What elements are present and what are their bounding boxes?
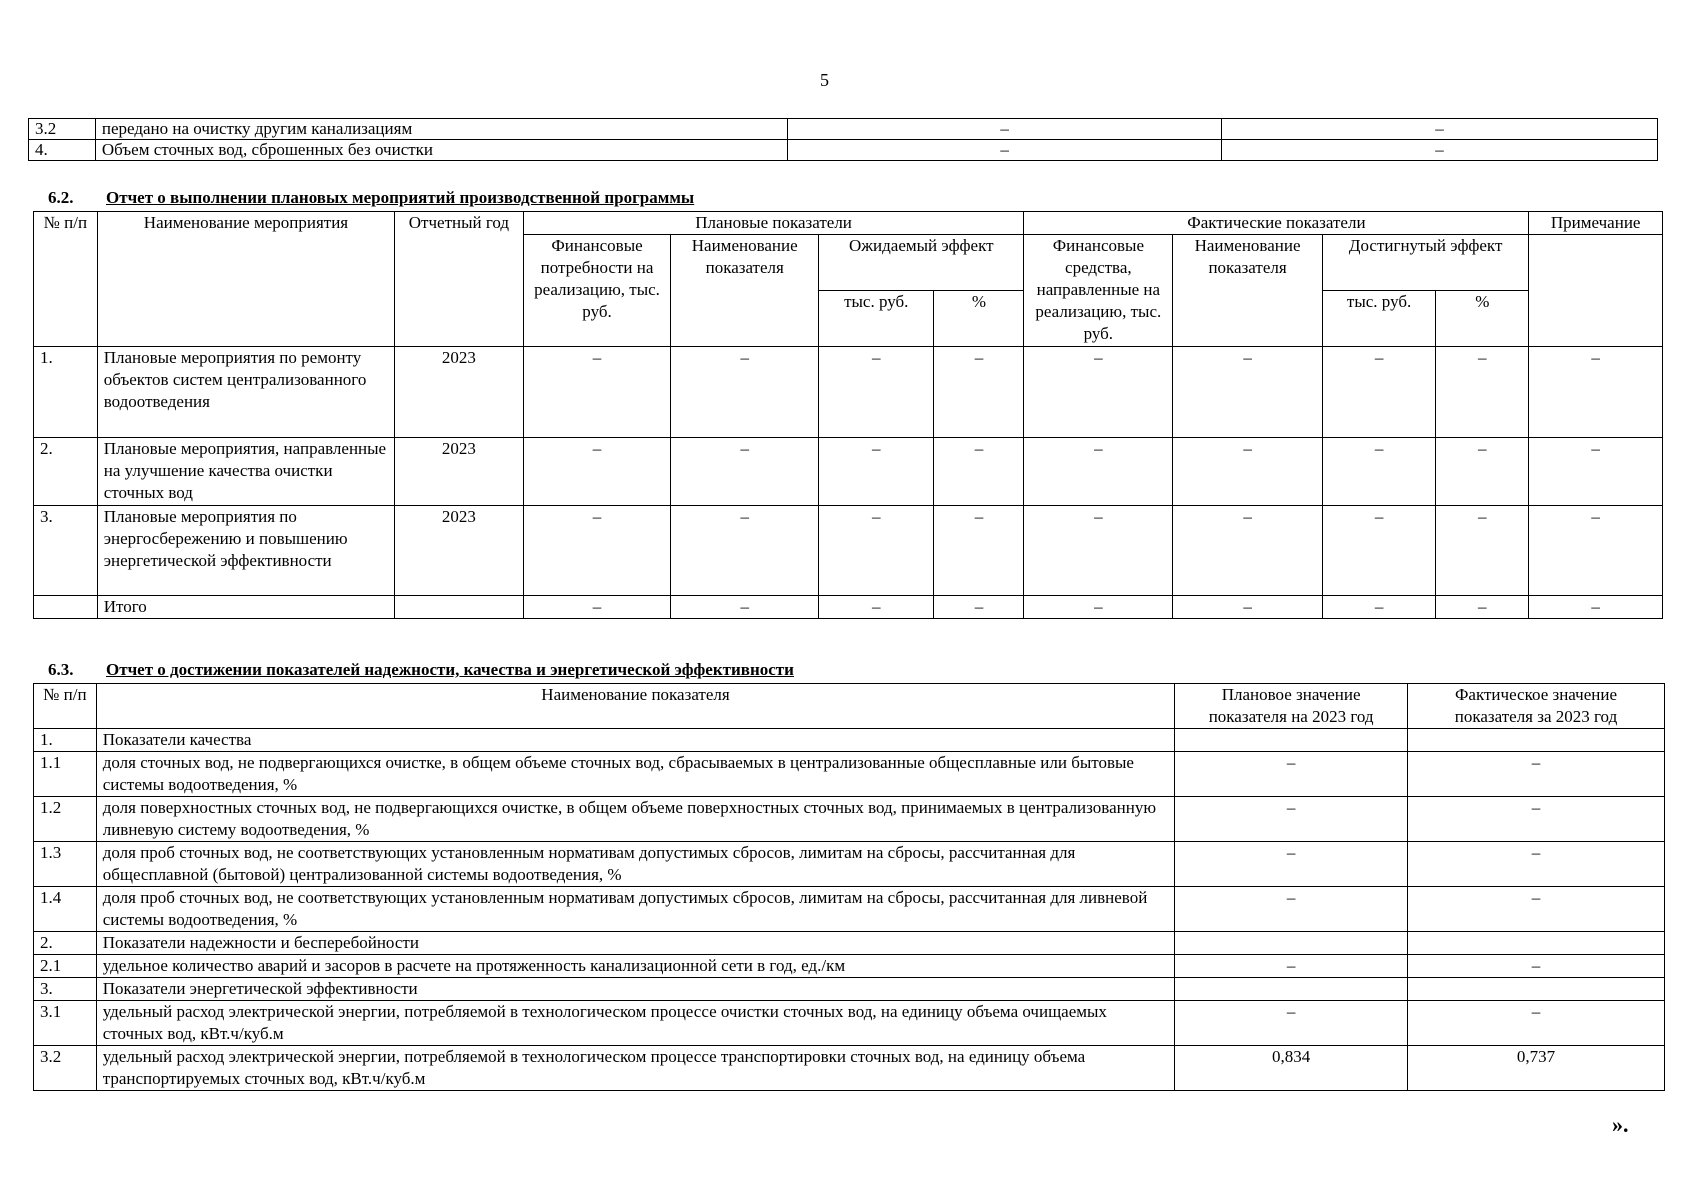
cell-value: – <box>523 596 671 619</box>
total-number-blank <box>34 596 98 619</box>
cell-value: – <box>1529 596 1663 619</box>
cell-value: – <box>934 347 1024 438</box>
total-row <box>34 596 1663 619</box>
cell-value: – <box>1322 438 1435 506</box>
table-row <box>34 438 1663 506</box>
row-number: 3. <box>34 978 97 1001</box>
cell-value: – <box>934 596 1024 619</box>
header-fact-fin: Финансовые средства, направленные на реализацию, тыс. руб. <box>1024 235 1173 347</box>
cell-value: – <box>1436 438 1529 506</box>
table-row <box>34 506 1663 596</box>
table-row <box>29 119 1658 140</box>
header-plan-rub: тыс. руб. <box>819 291 934 347</box>
row-name: доля проб сточных вод, не соответствующих установленным нормативам допустимых сбросов, лимитам на сбросы, рассчитанная для общесплавной (бытовой) централизованной системы водоотведения, % <box>96 842 1175 887</box>
row-number: 1.4 <box>34 887 97 932</box>
fact-value: – <box>1222 119 1658 140</box>
header-fact-rub: тыс. руб. <box>1322 291 1435 347</box>
plan-value: – <box>788 119 1222 140</box>
plan-value: – <box>788 140 1222 161</box>
header-year: Отчетный год <box>395 212 523 347</box>
header-note-blank <box>1529 235 1663 347</box>
cell-value: – <box>1322 506 1435 596</box>
cell-value: – <box>1024 438 1173 506</box>
cell-value: – <box>934 506 1024 596</box>
plan-value: – <box>1175 752 1408 797</box>
row-number: 1. <box>34 729 97 752</box>
plan-value: – <box>1175 842 1408 887</box>
table-row <box>34 887 1665 932</box>
cell-value: – <box>819 347 934 438</box>
row-name: удельный расход электрической энергии, потребляемой в технологическом процессе транспортировки сточных вод, на единицу объема транспортируемых сточных вод, кВт.ч/куб.м <box>96 1046 1175 1091</box>
row-number: 2. <box>34 438 98 506</box>
cell-value: – <box>819 438 934 506</box>
cell-value: – <box>1529 438 1663 506</box>
table-row <box>34 797 1665 842</box>
table-row <box>34 955 1665 978</box>
row-number: 1.1 <box>34 752 97 797</box>
row-year: 2023 <box>395 438 523 506</box>
page-number: 5 <box>820 70 829 90</box>
plan-value: – <box>1175 797 1408 842</box>
fact-value: – <box>1407 752 1664 797</box>
header-fact: Фактическое значение показателя за 2023 год <box>1407 684 1664 729</box>
row-number: 3.2 <box>29 119 96 140</box>
header-name: Наименование мероприятия <box>97 212 394 347</box>
header-fact-group: Фактические показатели <box>1024 212 1529 235</box>
section-6-3-title <box>48 660 794 680</box>
cell-value: – <box>1173 596 1323 619</box>
table-row <box>34 932 1665 955</box>
cell-value: – <box>1173 438 1323 506</box>
row-name: доля проб сточных вод, не соответствующих установленным нормативам допустимых сбросов, лимитам на сбросы, рассчитанная для ливневой системы водоотведения, % <box>96 887 1175 932</box>
table-row <box>34 347 1663 438</box>
closing-quote: ». <box>1612 1112 1629 1137</box>
fact-value: – <box>1407 955 1664 978</box>
plan-value <box>1175 932 1408 955</box>
row-number: 1.3 <box>34 842 97 887</box>
cell-value: – <box>1024 596 1173 619</box>
cell-value: – <box>1173 506 1323 596</box>
cell-value: – <box>1529 347 1663 438</box>
fact-value <box>1407 729 1664 752</box>
total-year-blank <box>395 596 523 619</box>
cell-value: – <box>523 506 671 596</box>
cell-value: – <box>1024 347 1173 438</box>
row-number: 3.1 <box>34 1001 97 1046</box>
section-title-text: Отчет о выполнении плановых мероприятий производственной программы <box>106 188 695 207</box>
table-row <box>34 1046 1665 1091</box>
header-plan-pct: % <box>934 291 1024 347</box>
cell-value: – <box>1173 347 1323 438</box>
cell-value: – <box>934 438 1024 506</box>
cell-value: – <box>671 347 819 438</box>
section-number: 6.3. <box>48 660 74 679</box>
cell-value: – <box>1529 506 1663 596</box>
plan-value: – <box>1175 887 1408 932</box>
header-row <box>34 684 1665 729</box>
header-plan-fin: Финансовые потребности на реализацию, тыс. руб. <box>523 235 671 347</box>
row-name: удельное количество аварий и засоров в расчете на протяженность канализационной сети в год, ед./км <box>96 955 1175 978</box>
section-6-2-title <box>48 188 694 208</box>
cell-value: – <box>1436 347 1529 438</box>
fact-value: – <box>1407 887 1664 932</box>
fact-value: 0,737 <box>1407 1046 1664 1091</box>
cell-value: – <box>671 596 819 619</box>
cell-value: – <box>671 438 819 506</box>
header-fact-effect: Достигнутый эффект <box>1322 235 1528 291</box>
table-row <box>29 140 1658 161</box>
fact-value: – <box>1407 842 1664 887</box>
row-year: 2023 <box>395 347 523 438</box>
row-name: Плановые мероприятия по ремонту объектов систем централизованного водоотведения <box>97 347 394 438</box>
header-num: № п/п <box>34 212 98 347</box>
cell-value: – <box>671 506 819 596</box>
row-name: Плановые мероприятия, направленные на улучшение качества очистки сточных вод <box>97 438 394 506</box>
planned-activities-table <box>33 211 1663 619</box>
cell-value: – <box>1322 347 1435 438</box>
row-name: Плановые мероприятия по энергосбережению и повышению энергетической эффективности <box>97 506 394 596</box>
row-name: Объем сточных вод, сброшенных без очистки <box>95 140 787 161</box>
cell-value: – <box>819 506 934 596</box>
row-name: Показатели надежности и бесперебойности <box>96 932 1175 955</box>
row-number: 2. <box>34 932 97 955</box>
row-name: доля поверхностных сточных вод, не подвергающихся очистке, в общем объеме поверхностных сточных вод, принимаемых в централизованную ливневую систему водоотведения, % <box>96 797 1175 842</box>
plan-value: – <box>1175 955 1408 978</box>
header-fact-pct: % <box>1436 291 1529 347</box>
plan-value: 0,834 <box>1175 1046 1408 1091</box>
row-number: 1. <box>34 347 98 438</box>
row-name: передано на очистку другим канализациям <box>95 119 787 140</box>
header-plan-effect: Ожидаемый эффект <box>819 235 1024 291</box>
cell-value: – <box>523 347 671 438</box>
table-row <box>34 842 1665 887</box>
cell-value: – <box>1024 506 1173 596</box>
header-plan: Плановое значение показателя на 2023 год <box>1175 684 1408 729</box>
indicators-table <box>33 683 1665 1091</box>
cell-value: – <box>1436 506 1529 596</box>
table-row <box>34 1001 1665 1046</box>
row-number: 3. <box>34 506 98 596</box>
section-title-text: Отчет о достижении показателей надежности, качества и энергетической эффективности <box>106 660 794 679</box>
row-name: Показатели качества <box>96 729 1175 752</box>
row-number: 2.1 <box>34 955 97 978</box>
plan-value: – <box>1175 1001 1408 1046</box>
header-row <box>34 212 1663 235</box>
fact-value: – <box>1407 797 1664 842</box>
row-name: Показатели энергетической эффективности <box>96 978 1175 1001</box>
plan-value <box>1175 978 1408 1001</box>
row-number: 4. <box>29 140 96 161</box>
table-row <box>34 729 1665 752</box>
cell-value: – <box>1322 596 1435 619</box>
cell-value: – <box>819 596 934 619</box>
row-name: удельный расход электрической энергии, потребляемой в технологическом процессе очистки сточных вод, на единицу объема очищаемых сточных вод, кВт.ч/куб.м <box>96 1001 1175 1046</box>
header-plan-group: Плановые показатели <box>523 212 1024 235</box>
fact-value: – <box>1222 140 1658 161</box>
header-num: № п/п <box>34 684 97 729</box>
row-year: 2023 <box>395 506 523 596</box>
fact-value <box>1407 932 1664 955</box>
fact-value: – <box>1407 1001 1664 1046</box>
table-row <box>34 752 1665 797</box>
row-number: 1.2 <box>34 797 97 842</box>
row-name: доля сточных вод, не подвергающихся очистке, в общем объеме сточных вод, сбрасываемых в централизованные общесплавные или бытовые системы водоотведения, % <box>96 752 1175 797</box>
header-note: Примечание <box>1529 212 1663 235</box>
section-number: 6.2. <box>48 188 74 207</box>
fact-value <box>1407 978 1664 1001</box>
plan-value <box>1175 729 1408 752</box>
header-fact-indicator: Наименование показателя <box>1173 235 1323 347</box>
total-label: Итого <box>97 596 394 619</box>
header-name: Наименование показателя <box>96 684 1175 729</box>
cell-value: – <box>523 438 671 506</box>
table-row <box>34 978 1665 1001</box>
cell-value: – <box>1436 596 1529 619</box>
continuation-table <box>28 118 1658 161</box>
header-plan-indicator: Наименование показателя <box>671 235 819 347</box>
row-number: 3.2 <box>34 1046 97 1091</box>
